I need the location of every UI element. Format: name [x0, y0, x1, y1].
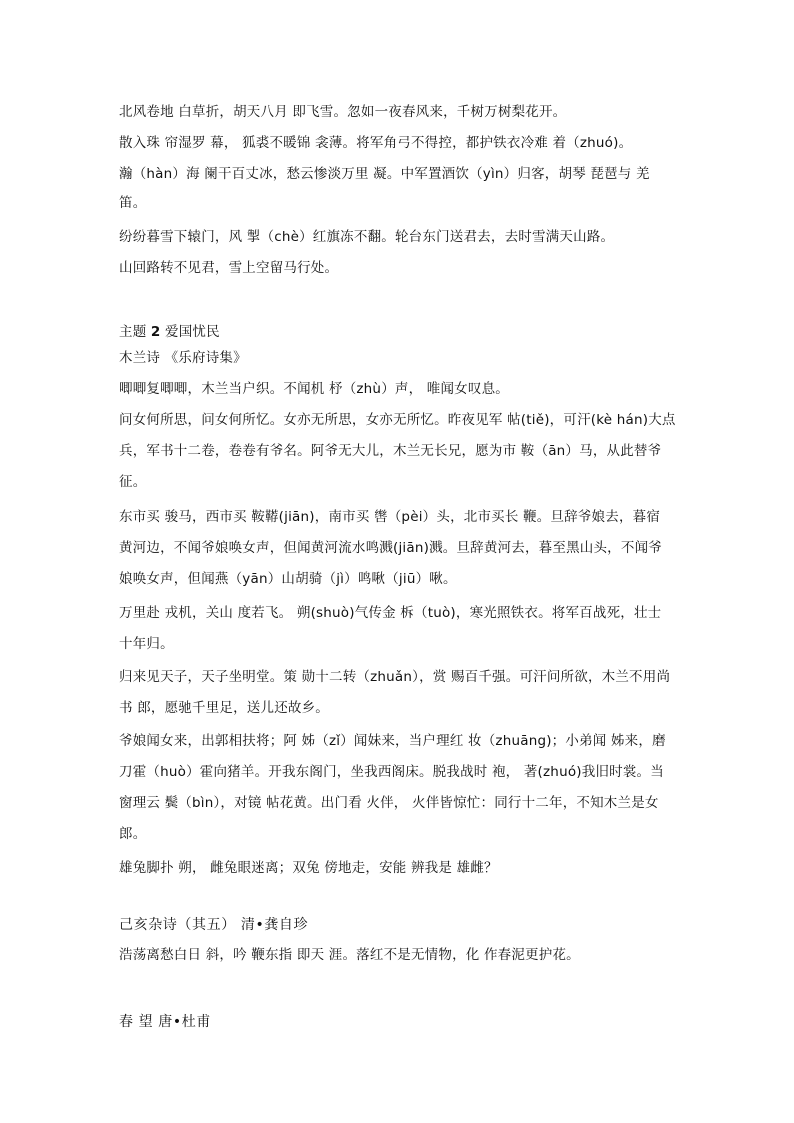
poem2-line-7: 娘唤女声，但闻燕（yān）山胡骑（jì）鸣啾（jiū）啾。	[119, 571, 457, 587]
poem2-line-11: 书 郎，愿驰千里足，送儿还故乡。	[119, 700, 329, 716]
poem2-line-2: 问女何所思，问女何所忆。女亦无所思，女亦无所忆。昨夜见军 帖(tiě)，可汗(kè hán)大点	[119, 412, 676, 428]
theme-heading	[119, 323, 679, 341]
poem2-line-1: 唧唧复唧唧，木兰当户织。不闻机 杼（zhù）声， 唯闻女叹息。	[119, 381, 509, 397]
poem2-title: 木兰诗 《乐府诗集》	[119, 350, 247, 366]
poem2-line-9: 十年归。	[119, 636, 174, 652]
poem2-line-16: 雄兔脚扑 朔， 雌兔眼迷离；双兔 傍地走，安能 辨我是 雄雌？	[119, 860, 498, 876]
theme-label: 主题	[119, 324, 147, 340]
poem3-title: 己亥杂诗（其五） 清•龚自珍	[119, 917, 309, 933]
poem2-line-13: 刀霍（huò）霍向猪羊。开我东阁门，坐我西阁床。脱我战时 袍， 著(zhuó)我旧时裳。当	[119, 764, 664, 780]
poem2-line-14: 窗理云 鬓（bìn），对镜 帖花黄。出门看 火伴， 火伴皆惊忙：同行十二年，不知木兰是女	[119, 795, 659, 811]
poem2-line-8: 万里赴 戎机，关山 度若飞。 朔(shuò)气传金 柝（tuò)，寒光照铁衣。将军百战死，壮士	[119, 605, 662, 621]
poem2-line-3: 兵，军书十二卷，卷卷有爷名。阿爷无大儿，木兰无长兄，愿为市 鞍（ān）马，从此替爷	[119, 443, 662, 459]
poem2-line-12: 爷娘闻女来，出郭相扶将；阿 姊（zǐ）闻妹来，当户理红 妆（zhuāng)；小弟闻 姊来，磨	[119, 733, 666, 749]
poem2-line-15: 郎。	[119, 826, 147, 842]
theme-number: 2	[150, 324, 161, 340]
theme-name: 爱国忧民	[165, 324, 220, 340]
poem2-line-4: 征。	[119, 474, 147, 490]
poem2-line-10: 归来见天子，天子坐明堂。策 勋十二转（zhuǎn），赏 赐百千强。可汗问所欲，木兰不用尚	[119, 669, 671, 685]
poem2-line-6: 黄河边，不闻爷娘唤女声，但闻黄河流水鸣溅(jiān)溅。旦辞黄河去，暮至黑山头，不闻爷	[119, 540, 662, 556]
poem1-line-2: 散入珠 帘湿罗 幕， 狐裘不暖锦 衾薄。将军角弓不得控，都护铁衣冷难 着（zhuó)。	[119, 135, 633, 151]
poem4-title: 春 望 唐•杜甫	[119, 1014, 211, 1030]
poem1-line-5: 纷纷暮雪下辕门，风 掣（chè）红旗冻不翻。轮台东门送君去，去时雪满天山路。	[119, 229, 615, 245]
poem1-line-3: 瀚（hàn）海 阑干百丈冰，愁云惨淡万里 凝。中军置酒饮（yìn）归客，胡琴 琵琶与 羌	[119, 166, 650, 182]
poem1-line-6: 山回路转不见君，雪上空留马行处。	[119, 260, 339, 276]
poem1-line-4: 笛。	[119, 195, 147, 211]
poem2-line-5: 东市买 骏马，西市买 鞍鞯(jiān)，南市买 辔（pèi）头，北市买长 鞭。旦辞爷娘去，暮宿	[119, 509, 661, 525]
poem1-line-1: 北风卷地 白草折，胡天八月 即飞雪。忽如一夜春风来，千树万树梨花开。	[119, 104, 567, 120]
poem3-line-1: 浩荡离愁白日 斜，吟 鞭东指 即天 涯。落红不是无情物，化 作春泥更护花。	[119, 947, 580, 963]
